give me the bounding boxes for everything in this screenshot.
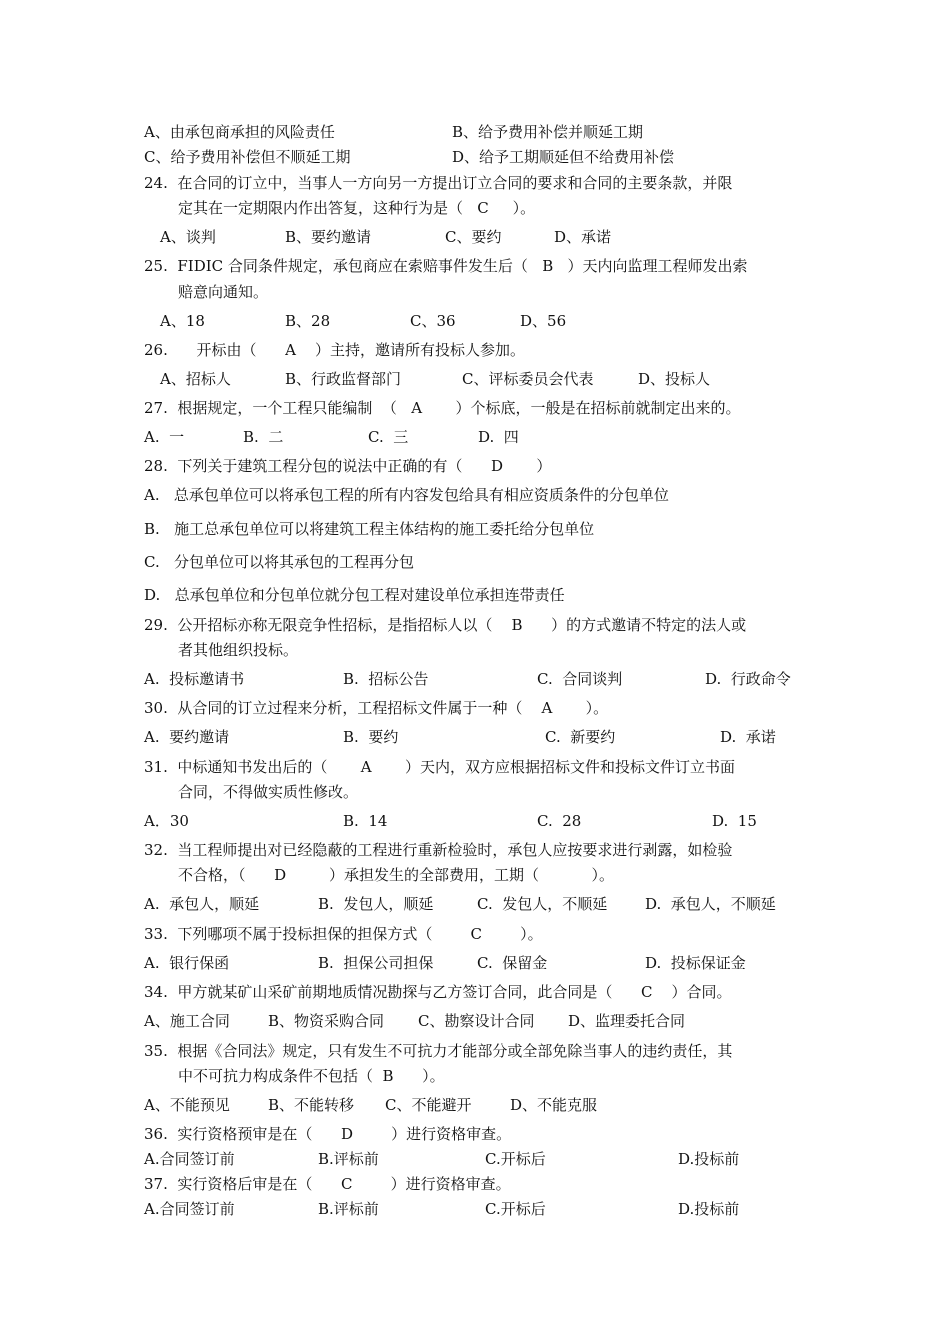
option: A. 投标邀请书 [144,670,245,688]
question-text: 34. 甲方就某矿山采矿前期地质情况勘探与乙方签订合同，此合同是（ C ）合同。 [144,983,732,1001]
option: A、招标人 [160,370,231,388]
option: B.评标前 [318,1150,379,1168]
option: D. 投标保证金 [645,954,746,972]
option: B、物资采购合同 [268,1012,385,1030]
option: C. 分包单位可以将其承包的工程再分包 [144,553,415,571]
question-text: 合同，不得做实质性修改。 [178,783,359,801]
option: C. 合同谈判 [537,670,623,688]
option: D. 总承包单位和分包单位就分包工程对建设单位承担连带责任 [144,586,565,604]
option: A.合同签订前 [144,1200,235,1218]
option: A、不能预见 [144,1096,230,1114]
option: C. 发包人，不顺延 [477,895,608,913]
question-text: 25. FIDIC 合同条件规定，承包商应在索赔事件发生后（ B ）天内向监理工程师发出索 [144,257,748,275]
option: C、36 [410,312,456,330]
option: A、谈判 [160,228,216,246]
option: D、给予工期顺延但不给费用补偿 [452,148,675,166]
option: B.评标前 [318,1200,379,1218]
option: D. 承诺 [720,728,776,746]
question-text: 定其在一定期限内作出答复，这种行为是（ C ）。 [178,199,536,217]
option: B. 发包人，顺延 [318,895,434,913]
option: A. 总承包单位可以将承包工程的所有内容发包给具有相应资质条件的分包单位 [144,486,669,504]
question-text: 37. 实行资格后审是在（ C ）进行资格审查。 [144,1175,511,1193]
option: A.合同签订前 [144,1150,235,1168]
option: D、不能克服 [510,1096,598,1114]
question-text: 35. 根据《合同法》规定，只有发生不可抗力才能部分或全部免除当事人的违约责任，其 [144,1042,733,1060]
option: B、行政监督部门 [285,370,402,388]
option: D. 承包人，不顺延 [645,895,776,913]
question-text: 36. 实行资格预审是在（ D ）进行资格审查。 [144,1125,512,1143]
option: C、要约 [445,228,502,246]
question-text: 24. 在合同的订立中，当事人一方向另一方提出订立合同的要求和合同的主要条款，并限 [144,174,733,192]
question-text: 31. 中标通知书发出后的（ A ）天内，双方应根据招标文件和投标文件订立书面 [144,758,735,776]
option: C. 保留金 [477,954,548,972]
option: A、由承包商承担的风险责任 [144,123,335,141]
question-text: 不合格，（ D ）承担发生的全部费用，工期（ ）。 [178,866,614,884]
option: B. 招标公告 [343,670,429,688]
option: D、投标人 [638,370,711,388]
option: C、不能避开 [385,1096,472,1114]
option: A、施工合同 [144,1012,230,1030]
option: B、不能转移 [268,1096,355,1114]
option: C、勘察设计合同 [418,1012,535,1030]
question-text: 30. 从合同的订立过程来分析，工程招标文件属于一种（ A ）。 [144,699,609,717]
option: B. 14 [343,812,388,830]
option: D、56 [520,312,567,330]
option: B. 要约 [343,728,399,746]
option: C、给予费用补偿但不顺延工期 [144,148,351,166]
option: D、承诺 [554,228,612,246]
option: D、监理委托合同 [568,1012,686,1030]
question-text: 29. 公开招标亦称无限竞争性招标，是指招标人以（ B ）的方式邀请不特定的法人或 [144,616,747,634]
option: B、28 [285,312,331,330]
question-text: 中不可抗力构成条件不包括（ B ）。 [178,1067,445,1085]
question-text: 32. 当工程师提出对已经隐蔽的工程进行重新检验时，承包人应按要求进行剥露，如检验 [144,841,733,859]
option: A．30 [144,812,189,830]
option: B. 施工总承包单位可以将建筑工程主体结构的施工委托给分包单位 [144,520,595,538]
option: C. 三 [368,428,409,446]
option: C、评标委员会代表 [462,370,594,388]
question-text: 者其他组织投标。 [178,641,299,659]
option: B. 二 [243,428,284,446]
question-text: 28. 下列关于建筑工程分包的说法中正确的有（ D ） [144,457,552,475]
option: B、给予费用补偿并顺延工期 [452,123,644,141]
option: C.开标后 [485,1200,546,1218]
option: D. 15 [712,812,757,830]
question-text: 33. 下列哪项不属于投标担保的担保方式（ C ）。 [144,925,543,943]
option: C. 新要约 [545,728,616,746]
question-text: 26. 开标由（ A ）主持，邀请所有投标人参加。 [144,341,525,359]
option: D.投标前 [678,1150,740,1168]
option: D. 行政命令 [705,670,791,688]
option: C.开标后 [485,1150,546,1168]
option: A. 要约邀请 [144,728,230,746]
question-text: 赔意向通知。 [178,283,269,301]
option: C. 28 [537,812,582,830]
question-text: 27. 根据规定，一个工程只能编制 （ A ）个标底，一般是在招标前就制定出来的。 [144,399,741,417]
option: A. 一 [144,428,185,446]
option: D.投标前 [678,1200,740,1218]
option: B、要约邀请 [285,228,372,246]
option: B. 担保公司担保 [318,954,434,972]
option: D. 四 [478,428,519,446]
option: A、18 [160,312,205,330]
option: A. 承包人，顺延 [144,895,260,913]
option: A. 银行保函 [144,954,230,972]
